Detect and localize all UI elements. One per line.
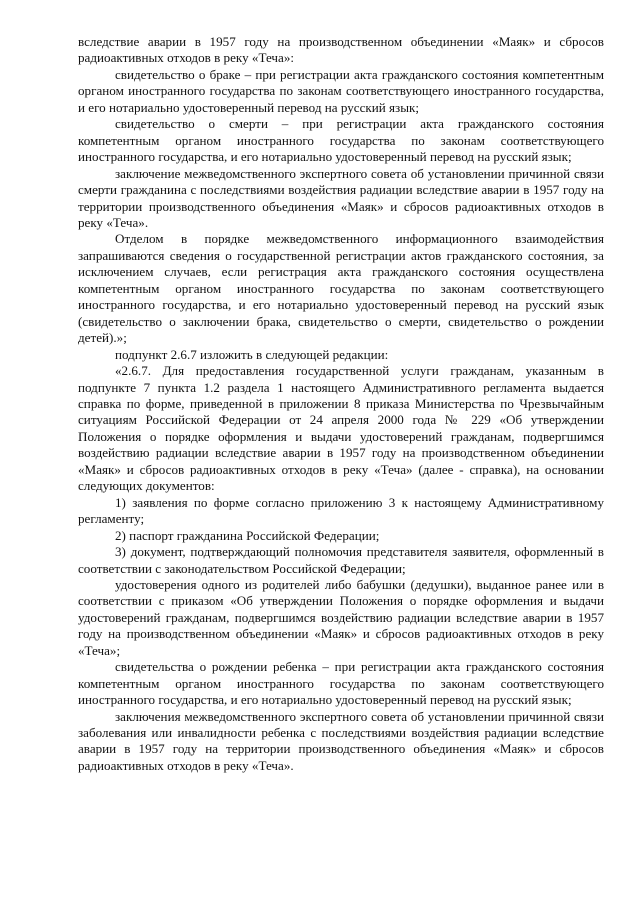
document-page xyxy=(78,34,604,774)
paragraph-clause-2-6-7: «2.6.7. Для предоставления государственной услуги гражданам, указанным в подпункте 7 пункта 1.2 раздела 1 настоящего Административного регламента выдается справка по форме, приведенной в приложении 8 приказа Министерства по Чрезвычайным ситуациям Российской Федерации от 24 апреля 2000 года № 229 «Об утверждении Положения о порядке оформления и выдачи удостоверений гражданам, подвергшимся воздействию радиации вследствие аварии в 1957 году на производственном объединении «Маяк» и сбросов радиоактивных отходов в реку «Теча» (далее - справка), на основании следующих документов: xyxy=(78,363,604,494)
paragraph-expert-council-child: заключения межведомственного экспертного совета об установлении причинной связи заболевания или инвалидности ребенка с последствиями воздействия радиации вследствие аварии в 1957 году на территории производственного объединения «Маяк» и сбросов радиоактивных отходов в реку «Теча». xyxy=(78,708,604,773)
paragraph-continuation: вследствие аварии в 1957 году на производственном объединении «Маяк» и сбросов радиоактивных отходов в реку «Теча»: xyxy=(78,34,604,66)
paragraph-expert-council-conclusion: заключение межведомственного экспертного совета об установлении причинной связи смерти гражданина с последствиями воздействия радиации вследствие аварии в 1957 году на территории производственного объединения «Маяк» и сбросов радиоактивных отходов в реку «Теча». xyxy=(78,165,604,230)
list-item-representative-document: 3) документ, подтверждающий полномочия представителя заявителя, оформленный в соответствии с законодательством Российской Федерации; xyxy=(78,544,604,576)
paragraph-interagency-request: Отделом в порядке межведомственного информационного взаимодействия запрашиваются сведения о государственной регистрации актов гражданского состояния, за исключением случаев, если регистрация акта гражданского состояния осуществлена компетентным органом иностранного государства по законам соответствующего иностранного государства, и его нотариально удостоверенный перевод на русский язык (свидетельство о заключении брака, свидетельство о смерти, свидетельство о рождении детей).»; xyxy=(78,231,604,346)
paragraph-parent-certificate: удостоверения одного из родителей либо бабушки (дедушки), выданное ранее или в соответствии с приказом «Об утверждении Положения о порядке оформления и выдачи удостоверений гражданам, подвергшимся воздействию радиации вследствие аварии в 1957 году на производственном объединении «Маяк» и сбросов радиоактивных отходов в реку «Теча»; xyxy=(78,576,604,658)
paragraph-marriage-certificate: свидетельство о браке – при регистрации акта гражданского состояния компетентным органом иностранного государства по законам соответствующего иностранного государства, и его нотариально удостоверенный перевод на русский язык; xyxy=(78,66,604,115)
paragraph-subclause-2-6-7: подпункт 2.6.7 изложить в следующей редакции: xyxy=(115,346,389,362)
paragraph-death-certificate: свидетельство о смерти – при регистрации акта гражданского состояния компетентным органом иностранного государства по законам соответствующего иностранного государства, и его нотариально удостоверенный перевод на русский язык; xyxy=(78,116,604,165)
list-item-passport: 2) паспорт гражданина Российской Федерации; xyxy=(115,527,380,543)
list-item-application: 1) заявления по форме согласно приложению 3 к настоящему Административному регламенту; xyxy=(78,494,604,527)
paragraph-birth-certificate: свидетельства о рождении ребенка – при регистрации акта гражданского состояния компетентным органом иностранного государства по законам соответствующего иностранного государства, и его нотариально удостоверенный перевод на русский язык; xyxy=(78,659,604,708)
